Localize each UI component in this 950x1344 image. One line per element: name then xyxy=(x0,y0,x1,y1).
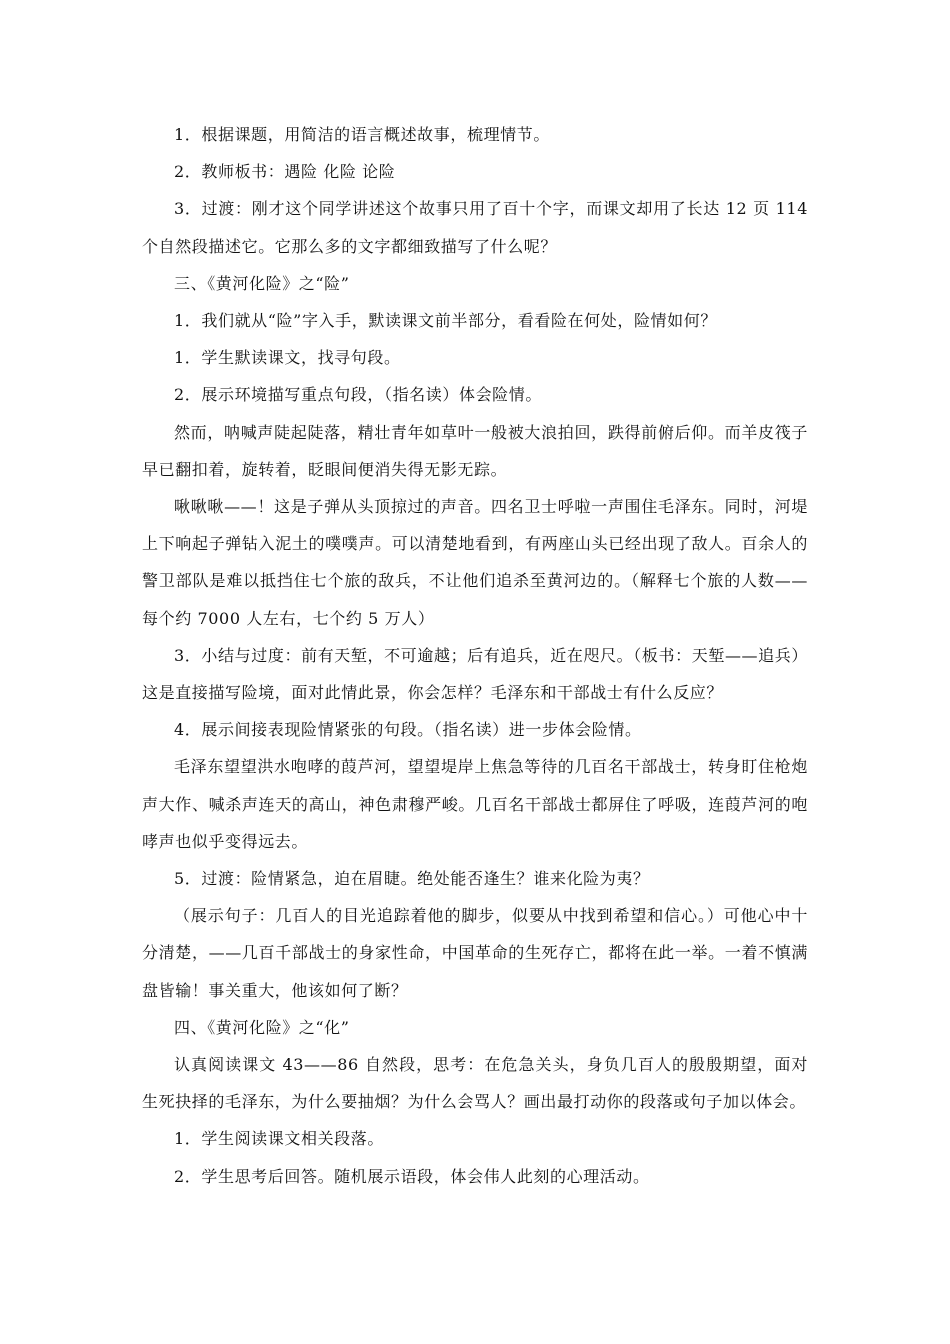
paragraph-transition-1: 3．过渡：刚才这个同学讲述这个故事只用了百十个字，而课文却用了长达 12 页 114 个自然段描述它。它那么多的文字都细致描写了什么呢？ xyxy=(142,199,808,256)
paragraph-board-writing: 2．教师板书：遇险 化险 论险 xyxy=(174,162,396,182)
paragraph-reading-task: 认真阅读课文 43——86 自然段，思考：在危急关头，身负几百人的殷殷期望，面对生死抉择的毛泽东，为什么要抽烟？为什么会骂人？画出最打动你的段落或句子加以体会。 xyxy=(142,1055,808,1112)
paragraph-silent-reading: 1．我们就从“险”字入手，默读课文前半部分，看看险在何处，险情如何？ xyxy=(174,311,717,331)
paragraph-student-read-related: 1．学生阅读课文相关段落。 xyxy=(174,1129,384,1149)
paragraph-indirect-danger: 4．展示间接表现险情紧张的句段。（指名读）进一步体会险情。 xyxy=(174,720,642,740)
document-body xyxy=(142,116,808,1195)
paragraph-quote-shouting: 然而，呐喊声陡起陡落，精壮青年如草叶一般被大浪拍回，跌得前俯后仰。而羊皮筏子早已翻扣着，旋转着，眨眼间便消失得无影无踪。 xyxy=(142,422,808,479)
paragraph-summary-transition: 3．小结与过度：前有天堑，不可逾越；后有追兵，近在咫尺。（板书：天堑——追兵）这是直接描写险境，面对此情此景，你会怎样？毛泽东和干部战士有什么反应？ xyxy=(142,645,808,703)
paragraph-summary-task: 1．根据课题，用简洁的语言概述故事，梳理情节。 xyxy=(174,125,550,144)
paragraph-quote-mao: 毛泽东望望洪水咆哮的葭芦河，望望堤岸上焦急等待的几百名干部战士，转身盯住枪炮声大作、喊杀声连天的高山，神色肃穆严峻。几百名干部战士都屏住了呼吸，连葭芦河的咆哮声也似乎变得远去。 xyxy=(142,757,808,851)
paragraph-transition-2: 5．过渡：险情紧急，迫在眉睫。绝处能否逢生？谁来化险为夷？ xyxy=(174,869,650,889)
paragraph-student-answer: 2．学生思考后回答。随机展示语段，体会伟人此刻的心理活动。 xyxy=(174,1166,650,1186)
paragraph-student-reading: 1．学生默读课文，找寻句段。 xyxy=(174,348,401,368)
section-heading-transform: 四、《黄河化险》之“化” xyxy=(174,1017,350,1037)
section-heading-danger: 三、《黄河化险》之“险” xyxy=(174,273,350,293)
paragraph-quote-eyes: （展示句子：几百人的目光追踪着他的脚步，似要从中找到希望和信心。）可他心中十分清楚，——几百千部战士的身家性命，中国革命的生死存亡，都将在此一举。一着不慎满盘皆输！事关重大，他该如何了断？ xyxy=(142,906,808,1000)
paragraph-environment-sentences: 2．展示环境描写重点句段，（指名读）体会险情。 xyxy=(174,385,542,405)
paragraph-quote-bullets: 啾啾啾——！这是子弹从头顶掠过的声音。四名卫士呼啦一声围住毛泽东。同时，河堤上下响起子弹钻入泥土的噗噗声。可以清楚地看到，有两座山头已经出现了敌人。百余人的警卫部队是难以抵挡住七个旅的敌兵，不让他们追杀至黄河边的。（解释七个旅的人数——每个约 7000 人左右，七个约 5 万人） xyxy=(142,497,808,628)
